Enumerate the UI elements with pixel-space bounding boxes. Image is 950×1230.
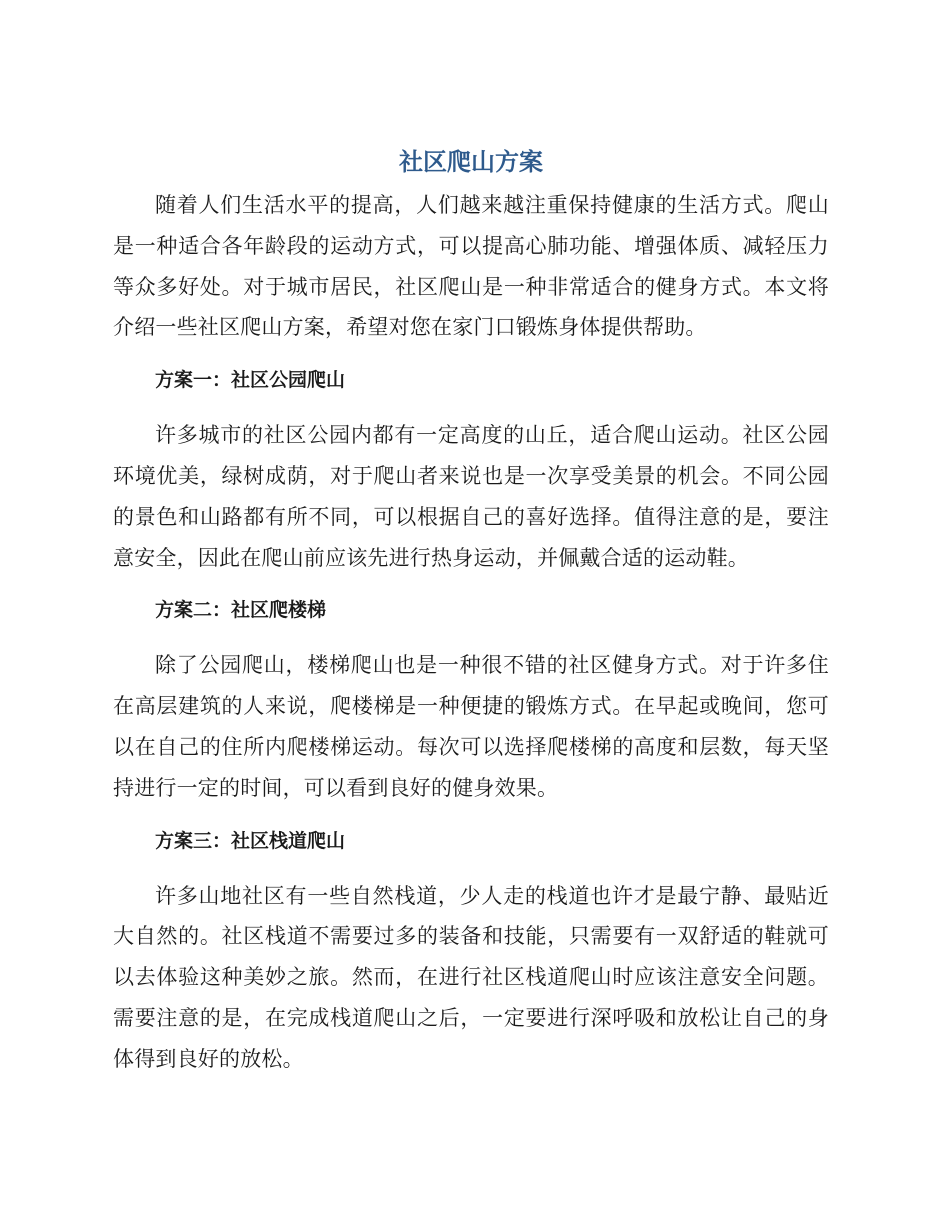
section-paragraph: 除了公园爬山，楼梯爬山也是一种很不错的社区健身方式。对于许多住在高层建筑的人来说，爬楼梯是一种便捷的锻炼方式。在早起或晚间，您可以在自己的住所内爬楼梯运动。每次可以选择爬楼梯的高度和层数，每天坚持进行一定的时间，可以看到良好的健身效果。 [113, 653, 829, 800]
section-paragraph: 许多山地社区有一些自然栈道，少人走的栈道也许才是最宁静、最贴近大自然的。社区栈道不需要过多的装备和技能，只需要有一双舒适的鞋就可以去体验这种美妙之旅。然而，在进行社区栈道爬山时应该注意安全问题。需要注意的是，在完成栈道爬山之后，一定要进行深呼吸和放松让自己的身体得到良好的放松。 [113, 883, 829, 1071]
document-title: 社区爬山方案 [399, 148, 543, 176]
section-heading: 方案三：社区栈道爬山 [155, 829, 346, 852]
section-plan-1 [113, 364, 829, 578]
section-heading: 方案二：社区爬楼梯 [155, 599, 327, 622]
section-paragraph: 许多城市的社区公园内都有一定高度的山丘，适合爬山运动。社区公园环境优美，绿树成荫，对于爬山者来说也是一次享受美景的机会。不同公园的景色和山路都有所不同，可以根据自己的喜好选择。值得注意的是，要注意安全，因此在爬山前应该先进行热身运动，并佩戴合适的运动鞋。 [113, 423, 829, 570]
section-plan-2 [113, 594, 829, 808]
section-plan-3 [113, 825, 829, 1080]
section-heading: 方案一：社区公园爬山 [155, 369, 346, 392]
document-page [113, 145, 829, 1080]
intro-paragraph: 随着人们生活水平的提高，人们越来越注重保持健康的生活方式。爬山是一种适合各年龄段的运动方式，可以提高心肺功能、增强体质、减轻压力等众多好处。对于城市居民，社区爬山是一种非常适合的健身方式。本文将介绍一些社区爬山方案，希望对您在家门口锻炼身体提供帮助。 [113, 193, 829, 340]
